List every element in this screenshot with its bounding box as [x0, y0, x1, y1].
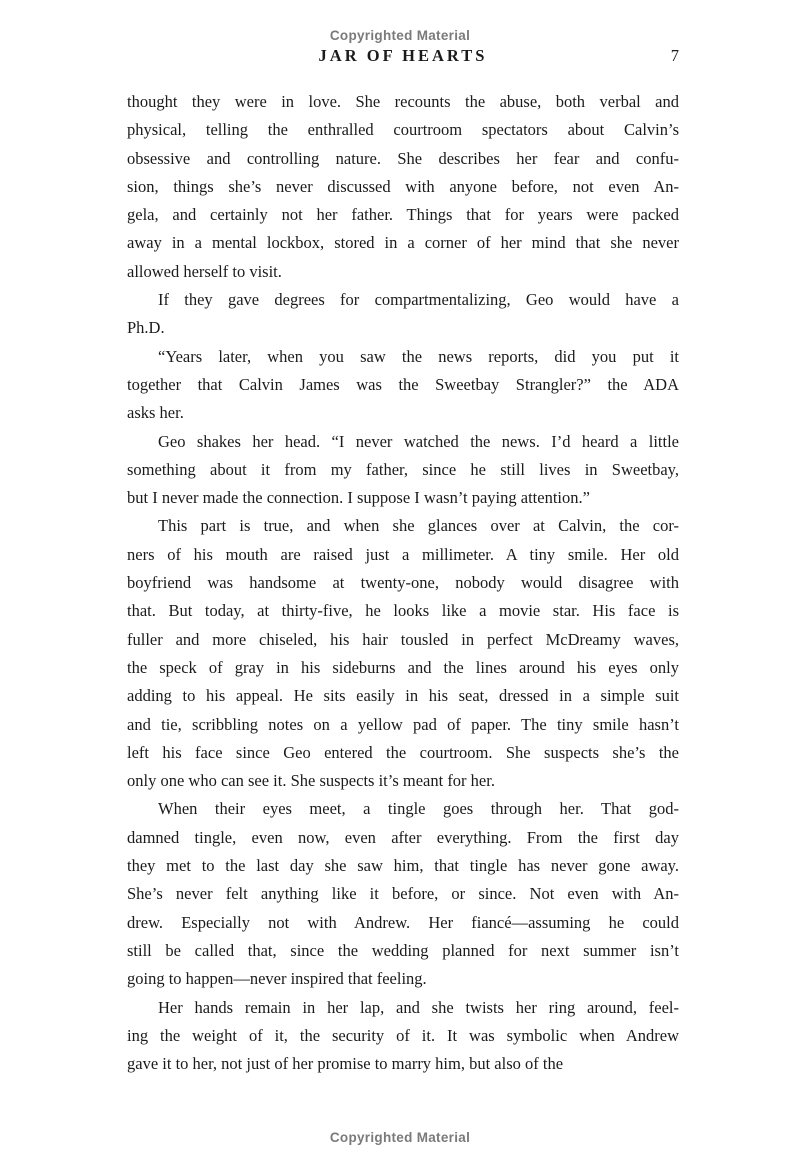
- paragraph: [127, 286, 679, 343]
- text-line: obsessive and controlling nature. She describes her fear and confu-: [127, 148, 679, 168]
- text-line: away in a mental lockbox, stored in a corner of her mind that she never: [127, 233, 679, 253]
- text-line: and tie, scribbling notes on a yellow pad of paper. The tiny smile hasn’t: [127, 714, 679, 734]
- text-line: still be called that, since the wedding planned for next summer isn’t: [127, 940, 679, 960]
- text-line: boyfriend was handsome at twenty-one, nobody would disagree with: [127, 573, 679, 593]
- text-line: physical, telling the enthralled courtroom spectators about Calvin’s: [127, 120, 679, 140]
- text-line: that. But today, at thirty-five, he looks like a movie star. His face is: [127, 601, 679, 621]
- text-line: left his face since Geo entered the courtroom. She suspects she’s the: [127, 742, 679, 762]
- text-line: they met to the last day she saw him, that tingle has never gone away.: [127, 856, 679, 876]
- text-line: If they gave degrees for compartmentalizing, Geo would have a: [158, 290, 679, 310]
- copyright-notice-bottom: Copyrighted Material: [329, 1130, 471, 1145]
- paragraph: [127, 428, 679, 513]
- text-line: allowed herself to visit.: [127, 261, 282, 281]
- copyright-notice-top: Copyrighted Material: [329, 28, 471, 43]
- page-body: [127, 88, 679, 1078]
- text-line: Her hands remain in her lap, and she twists her ring around, feel-: [158, 997, 679, 1017]
- text-line: something about it from my father, since he still lives in Sweetbay,: [127, 459, 679, 479]
- text-line: This part is true, and when she glances over at Calvin, the cor-: [158, 516, 679, 536]
- paragraph: [127, 994, 679, 1079]
- text-line: only one who can see it. She suspects it’s meant for her.: [127, 771, 495, 791]
- text-line: “Years later, when you saw the news reports, did you put it: [158, 346, 679, 366]
- paragraph: [127, 88, 679, 286]
- paragraph: [127, 512, 679, 795]
- text-line: Ph.D.: [127, 318, 165, 338]
- text-line: adding to his appeal. He sits easily in his seat, dressed in a simple suit: [127, 686, 679, 706]
- running-head: [127, 46, 679, 68]
- text-line: thought they were in love. She recounts the abuse, both verbal and: [127, 92, 679, 111]
- text-line: ing the weight of it, the security of it. It was symbolic when Andrew: [127, 1025, 679, 1045]
- page-number: 7: [670, 46, 679, 65]
- text-line: Geo shakes her head. “I never watched the news. I’d heard a little: [158, 431, 679, 451]
- text-line: but I never made the connection. I suppose I wasn’t paying attention.”: [127, 488, 590, 508]
- text-line: sion, things she’s never discussed with anyone before, not even An-: [127, 176, 679, 196]
- text-line: gave it to her, not just of her promise to marry him, but also of the: [127, 1054, 564, 1074]
- text-line: going to happen—never inspired that feeling.: [127, 969, 427, 989]
- text-line: gela, and certainly not her father. Things that for years were packed: [127, 205, 679, 225]
- text-line: She’s never felt anything like it before, or since. Not even with An-: [127, 884, 679, 904]
- text-line: the speck of gray in his sideburns and the lines around his eyes only: [127, 657, 679, 677]
- text-line: When their eyes meet, a tingle goes through her. That god-: [158, 799, 679, 819]
- text-line: drew. Especially not with Andrew. Her fiancé—assuming he could: [127, 912, 679, 932]
- text-line: together that Calvin James was the Sweetbay Strangler?” the ADA: [127, 374, 679, 394]
- text-line: damned tingle, even now, even after everything. From the first day: [127, 827, 679, 847]
- text-line: fuller and more chiseled, his hair tousled in perfect McDreamy waves,: [127, 629, 679, 649]
- paragraph: [127, 343, 679, 428]
- text-line: ners of his mouth are raised just a millimeter. A tiny smile. Her old: [127, 544, 679, 564]
- paragraph: [127, 795, 679, 993]
- text-line: asks her.: [127, 403, 184, 423]
- book-title: JAR OF HEARTS: [318, 46, 488, 65]
